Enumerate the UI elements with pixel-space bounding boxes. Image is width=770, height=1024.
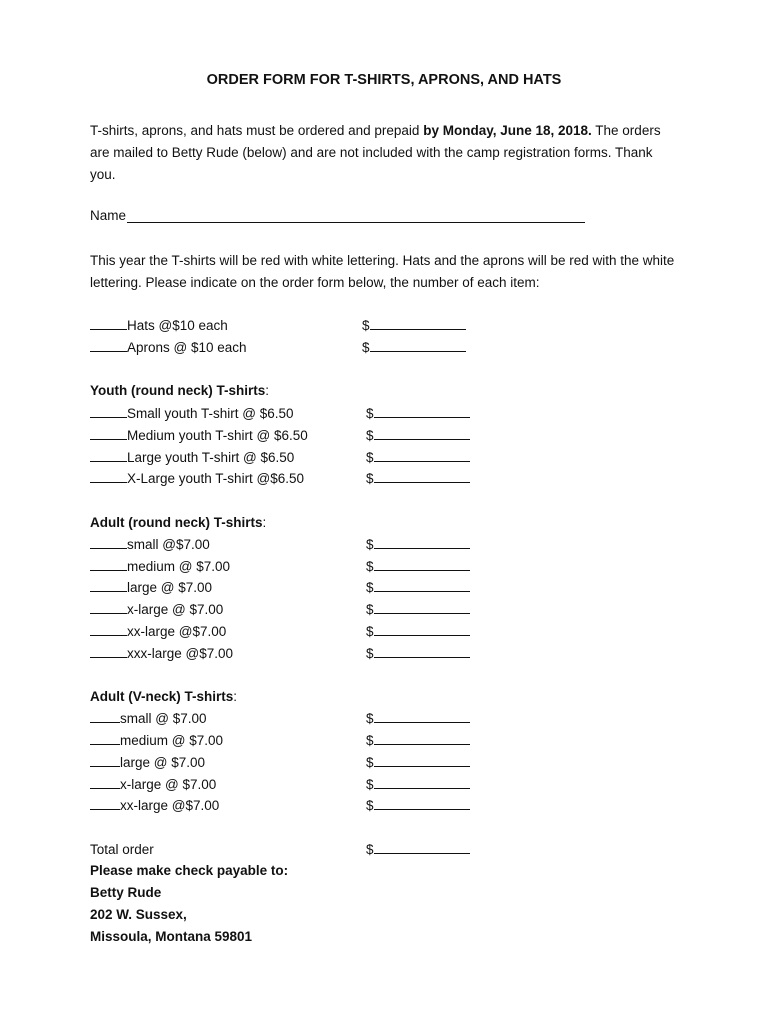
item-label: xx-large @$7.00: [120, 798, 220, 813]
order-row-hats: [90, 315, 690, 337]
price-field: [366, 774, 470, 796]
price-field: [362, 337, 466, 359]
currency-symbol: $: [366, 580, 374, 595]
order-row-youth-small: [90, 403, 690, 425]
quantity-blank[interactable]: [90, 599, 127, 614]
quantity-blank[interactable]: [90, 752, 120, 767]
adult-round-section-heading: Adult (round neck) T-shirts:: [90, 515, 267, 530]
currency-symbol: $: [366, 646, 374, 661]
youth-section-heading: Youth (round neck) T-shirts:: [90, 383, 270, 398]
amount-blank[interactable]: [370, 315, 466, 330]
price-field: [366, 534, 470, 556]
price-field: [366, 621, 470, 643]
order-row-adult-round-small: [90, 534, 690, 556]
currency-symbol: $: [366, 842, 374, 857]
order-row-adult-round-xxxlarge: [90, 643, 690, 665]
currency-symbol: $: [366, 777, 374, 792]
item-label: Aprons @ $10 each: [127, 340, 247, 355]
quantity-blank[interactable]: [90, 534, 127, 549]
quantity-blank[interactable]: [90, 774, 120, 789]
price-field: [366, 708, 470, 730]
item-label: small @ $7.00: [120, 711, 207, 726]
quantity-blank[interactable]: [90, 447, 127, 462]
name-row: [90, 207, 585, 223]
amount-blank[interactable]: [374, 534, 470, 549]
item-label: xxx-large @$7.00: [127, 646, 234, 661]
price-field: [366, 425, 470, 447]
price-field: [366, 577, 470, 599]
order-row-adult-round-xlarge: [90, 599, 690, 621]
order-row-adult-v-xxlarge: [90, 795, 690, 817]
currency-symbol: $: [366, 733, 374, 748]
order-row-adult-v-small: [90, 708, 690, 730]
price-field: [366, 468, 470, 490]
amount-blank[interactable]: [374, 468, 470, 483]
item-label: medium @ $7.00: [120, 733, 224, 748]
quantity-blank[interactable]: [90, 708, 120, 723]
currency-symbol: $: [366, 624, 374, 639]
quantity-blank[interactable]: [90, 468, 127, 483]
item-label: x-large @ $7.00: [120, 777, 217, 792]
amount-blank[interactable]: [374, 730, 470, 745]
quantity-blank[interactable]: [90, 337, 127, 352]
price-field: [366, 730, 470, 752]
payable-label: Please make check payable to:: [90, 863, 289, 878]
currency-symbol: $: [362, 318, 370, 333]
name-label: Name: [90, 208, 127, 223]
currency-symbol: $: [366, 711, 374, 726]
order-deadline: by Monday, June 18, 2018.: [423, 123, 592, 138]
order-row-adult-round-xxlarge: [90, 621, 690, 643]
amount-blank[interactable]: [374, 752, 470, 767]
price-field: [362, 315, 466, 337]
currency-symbol: $: [366, 537, 374, 552]
item-label: large @ $7.00: [127, 580, 213, 595]
price-field: [366, 599, 470, 621]
name-field[interactable]: [127, 207, 585, 223]
currency-symbol: $: [362, 340, 370, 355]
order-row-youth-xlarge: [90, 468, 690, 490]
quantity-blank[interactable]: [90, 315, 127, 330]
currency-symbol: $: [366, 755, 374, 770]
amount-blank[interactable]: [374, 774, 470, 789]
total-amount-blank[interactable]: [374, 839, 470, 854]
amount-blank[interactable]: [374, 708, 470, 723]
total-order-row: [90, 839, 690, 861]
quantity-blank[interactable]: [90, 643, 127, 658]
amount-blank[interactable]: [374, 403, 470, 418]
currency-symbol: $: [366, 559, 374, 574]
amount-blank[interactable]: [370, 337, 466, 352]
item-label: large @ $7.00: [120, 755, 206, 770]
currency-symbol: $: [366, 471, 374, 486]
price-field: [366, 447, 470, 469]
order-row-youth-large: [90, 447, 690, 469]
currency-symbol: $: [366, 450, 374, 465]
price-field: [366, 839, 470, 861]
page-title: ORDER FORM FOR T-SHIRTS, APRONS, AND HATS: [206, 72, 562, 88]
order-row-adult-round-large: [90, 577, 690, 599]
payee-street: 202 W. Sussex,: [90, 907, 187, 922]
quantity-blank[interactable]: [90, 730, 120, 745]
amount-blank[interactable]: [374, 643, 470, 658]
item-label: Medium youth T-shirt @ $6.50: [127, 428, 308, 443]
quantity-blank[interactable]: [90, 425, 127, 440]
amount-blank[interactable]: [374, 425, 470, 440]
currency-symbol: $: [366, 798, 374, 813]
order-row-aprons: [90, 337, 690, 359]
quantity-blank[interactable]: [90, 403, 127, 418]
intro-text-1: T-shirts, aprons, and hats must be ordered and prepaid: [90, 123, 424, 138]
order-row-adult-v-medium: [90, 730, 690, 752]
color-note-paragraph: This year the T-shirts will be red with white lettering. Hats and the aprons will be red with the white lettering. Please indicate on the order form below, the number of each item:: [90, 253, 675, 290]
payee-city: Missoula, Montana 59801: [90, 929, 253, 944]
amount-blank[interactable]: [374, 599, 470, 614]
item-label: x-large @ $7.00: [127, 602, 224, 617]
amount-blank[interactable]: [374, 577, 470, 592]
quantity-blank[interactable]: [90, 795, 120, 810]
currency-symbol: $: [366, 428, 374, 443]
price-field: [366, 403, 470, 425]
intro-paragraph: [90, 120, 680, 186]
order-row-youth-medium: [90, 425, 690, 447]
amount-blank[interactable]: [374, 795, 470, 810]
item-label: small @$7.00: [127, 537, 210, 552]
adult-vneck-section-heading: Adult (V-neck) T-shirts:: [90, 689, 238, 704]
payee-name: Betty Rude: [90, 885, 162, 900]
quantity-blank[interactable]: [90, 577, 127, 592]
order-row-adult-v-large: [90, 752, 690, 774]
intro-text-2: The orders are mailed to Betty Rude (below) and are not included with the camp registration forms. Thank you.: [90, 123, 661, 182]
price-field: [366, 643, 470, 665]
item-label: Small youth T-shirt @ $6.50: [127, 406, 294, 421]
quantity-blank[interactable]: [90, 556, 127, 571]
currency-symbol: $: [366, 602, 374, 617]
amount-blank[interactable]: [374, 447, 470, 462]
price-field: [366, 795, 470, 817]
amount-blank[interactable]: [374, 556, 470, 571]
item-label: Hats @$10 each: [127, 318, 228, 333]
order-row-adult-round-medium: [90, 556, 690, 578]
price-field: [366, 752, 470, 774]
total-label: Total order: [90, 842, 154, 857]
order-row-adult-v-xlarge: [90, 774, 690, 796]
item-label: Large youth T-shirt @ $6.50: [127, 450, 295, 465]
item-label: medium @ $7.00: [127, 559, 231, 574]
price-field: [366, 556, 470, 578]
item-label: xx-large @$7.00: [127, 624, 227, 639]
amount-blank[interactable]: [374, 621, 470, 636]
item-label: X-Large youth T-shirt @$6.50: [127, 471, 305, 486]
quantity-blank[interactable]: [90, 621, 127, 636]
currency-symbol: $: [366, 406, 374, 421]
